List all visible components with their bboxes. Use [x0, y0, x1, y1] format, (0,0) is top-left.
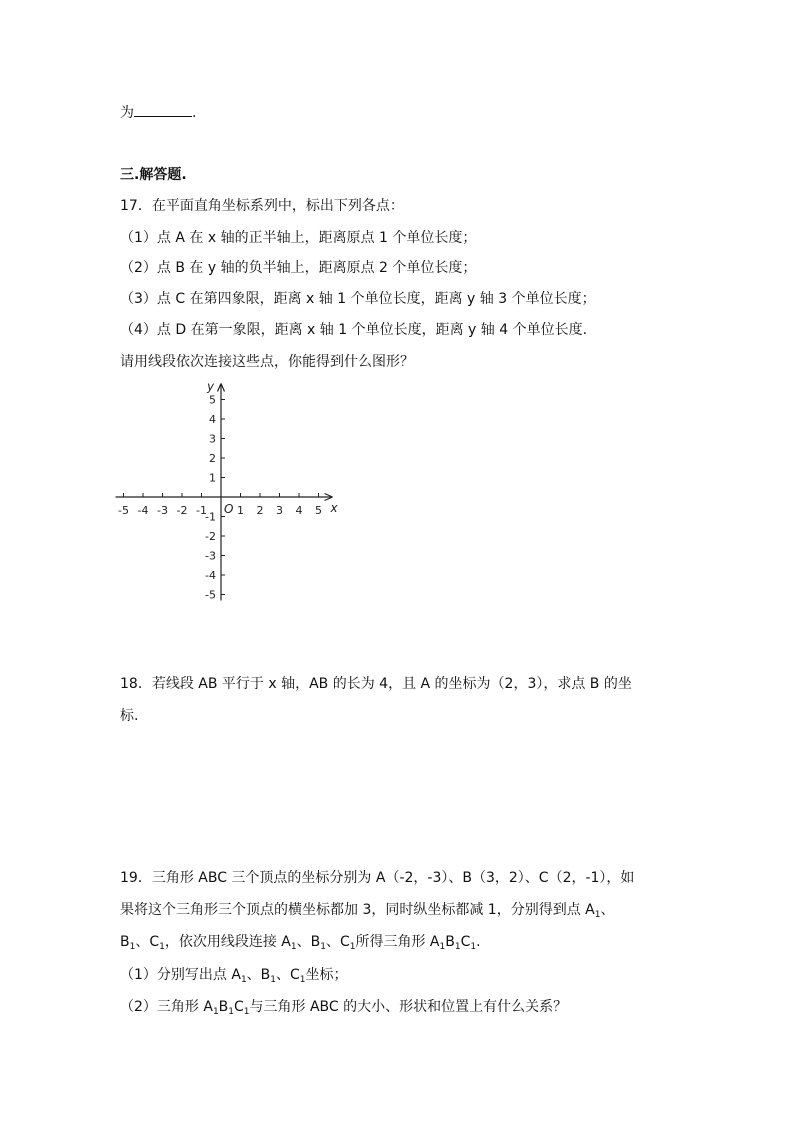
q19-line-1: 19．三角形 ABC 三个顶点的坐标分别为 A（-2，-3）、B（3，2）、C（2，-1），如 [120, 870, 635, 886]
q17-item-1: （1）点 A 在 x 轴的正半轴上，距离原点 1 个单位长度； [120, 230, 477, 246]
y-tick-label: 3 [209, 432, 216, 446]
q19-text: 、B [246, 967, 271, 983]
y-tick-label: 5 [209, 393, 216, 407]
x-tick-label: 3 [276, 504, 283, 517]
q19-text: 与三角形 ABC 的大小、形状和位置上有什么关系？ [249, 999, 568, 1015]
subscript-1: 1 [454, 942, 461, 952]
x-tick-label: 2 [256, 504, 264, 517]
x-axis-label: x [330, 501, 338, 515]
subscript-1: 1 [212, 1007, 219, 1017]
q18-line-2: 标. [120, 708, 139, 724]
subscript-1: 1 [159, 942, 165, 952]
y-tick-label: 1 [209, 471, 216, 485]
x-tick-label: -1 [196, 504, 207, 517]
q19-text: ，依次用线段连接 A [164, 934, 291, 950]
subscript-1: 1 [243, 1007, 250, 1017]
q19-part-2 [120, 997, 567, 1017]
q17-item-2: （2）点 B 在 y 轴的负半轴上，距离原点 2 个单位长度； [120, 260, 477, 276]
y-axis-label: y [207, 379, 215, 394]
q19-text: （1）分别写出点 A [120, 967, 241, 983]
x-tick-label: 1 [237, 504, 244, 517]
subscript-1: 1 [594, 910, 601, 920]
subscript-1: 1 [240, 975, 247, 985]
q19-line-3 [120, 932, 481, 952]
subscript-1: 1 [290, 942, 297, 952]
subscript-1: 1 [299, 975, 306, 985]
q17-closing: 请用线段依次连接这些点，你能得到什么图形？ [120, 354, 414, 370]
q19-text: （2）三角形 A [120, 999, 213, 1015]
y-tick-label: -4 [205, 569, 216, 582]
q19-text: 、C [135, 934, 160, 950]
q17-item-4: （4）点 D 在第一象限，距离 x 轴 1 个单位长度，距离 y 轴 4 个单位长度. [120, 322, 588, 338]
fill-in-suffix: . [192, 105, 197, 121]
x-tick-label: -3 [157, 504, 168, 517]
y-tick-label: -5 [205, 588, 216, 602]
y-tick-label: 4 [209, 413, 216, 426]
q19-line-2-sep: 、 [600, 902, 615, 918]
q19-text: B [218, 999, 229, 1015]
subscript-1: 1 [320, 942, 326, 952]
x-tick-label: 5 [315, 504, 322, 517]
answer-blank[interactable] [134, 102, 192, 117]
x-tick-label: 4 [295, 504, 303, 517]
fill-in-prefix: 为 [120, 105, 134, 121]
q19-line-2-text: 果将这个三角形三个顶点的横坐标都加 3，同时纵坐标都减 1，分别得到点 A [120, 902, 595, 918]
q19-text: 坐标； [305, 967, 348, 983]
subscript-1: 1 [228, 1007, 235, 1017]
q19-part-1 [120, 965, 348, 985]
coordinate-plane [110, 378, 350, 608]
q19-text: . [476, 934, 481, 950]
subscript-1: 1 [470, 942, 477, 952]
q19-text: B [120, 934, 130, 950]
q19-line-2 [120, 900, 614, 920]
fill-in-line [120, 102, 196, 123]
q17-stem: 17．在平面直角坐标系列中，标出下列各点： [120, 198, 404, 214]
q19-text: B [445, 934, 455, 950]
section-title: 三.解答题. [120, 167, 187, 183]
x-tick-label: -4 [137, 504, 149, 517]
q18-line-1: 18．若线段 AB 平行于 x 轴，AB 的长为 4，且 A 的坐标为（2，3），求点 B 的坐 [120, 676, 632, 692]
x-tick-label: -2 [176, 504, 188, 517]
q19-text: C [234, 999, 244, 1015]
q19-text: 所得三角形 A [355, 934, 440, 950]
y-tick-label: -3 [205, 549, 216, 563]
x-tick-label: -5 [118, 504, 129, 517]
y-tick-label: -1 [205, 510, 216, 524]
q19-text: C [460, 934, 471, 950]
q19-text: 、C [325, 934, 350, 950]
y-tick-label: -2 [205, 530, 216, 543]
subscript-1: 1 [129, 942, 136, 952]
subscript-1: 1 [439, 942, 446, 952]
y-tick-label: 2 [209, 452, 216, 465]
q19-text: 、C [276, 967, 300, 983]
subscript-1: 1 [270, 975, 277, 985]
q19-text: 、B [296, 934, 321, 950]
origin-label: O [224, 502, 234, 516]
subscript-1: 1 [349, 942, 356, 952]
q17-item-3: （3）点 C 在第四象限，距离 x 轴 1 个单位长度，距离 y 轴 3 个单位长度； [120, 291, 596, 307]
